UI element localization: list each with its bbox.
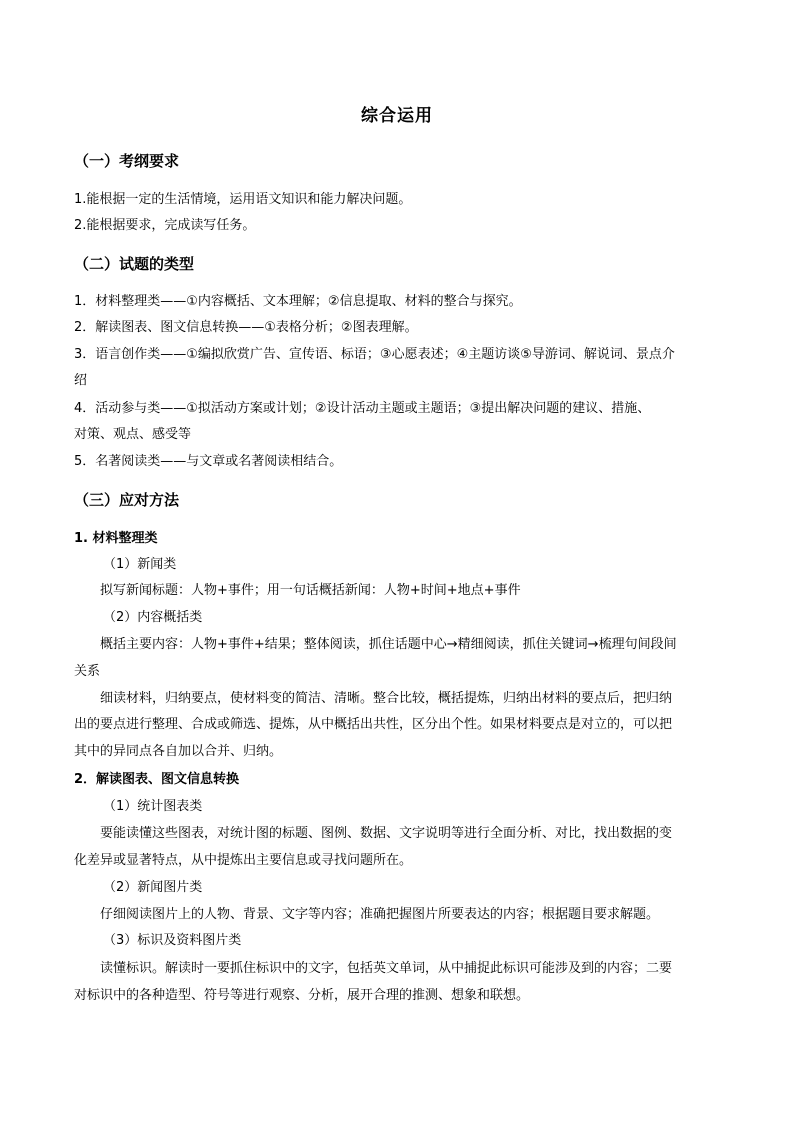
item-label-news: （1）新闻类 xyxy=(103,557,177,572)
item-label-summary: （2）内容概括类 xyxy=(103,610,203,625)
item-label-signs: （3）标识及资料图片类 xyxy=(103,933,242,948)
paragraph-line: 化差异或显著特点，从中提炼出主要信息或寻找问题所在。 xyxy=(74,853,413,868)
paragraph-line: 1．材料整理类——①内容概括、文本理解；②信息提取、材料的整合与探究。 xyxy=(74,294,522,309)
section-heading-question-types: （二）试题的类型 xyxy=(74,255,195,273)
paragraph-line: 4．活动参与类——①拟活动方案或计划；②设计活动主题或主题语；③提出解决问题的建议、措施、 xyxy=(74,401,651,416)
paragraph-line: 概括主要内容：人物+事件+结果；整体阅读，抓住话题中心→精细阅读，抓住关键词→梳理句间段间 xyxy=(100,637,677,652)
paragraph-line: 2．解读图表、图文信息转换——①表格分析；②图表理解。 xyxy=(74,320,418,335)
paragraph-line: 细读材料，归纳要点，使材料变的简洁、清晰。整合比较，概括提炼，归纳出材料的要点后，把归纳 xyxy=(100,691,673,706)
paragraph-line: 对标识中的各种造型、符号等进行观察、分析，展开合理的推测、想象和联想。 xyxy=(74,988,530,1003)
paragraph-line: 出的要点进行整理、合成或筛选、提炼，从中概括出共性，区分出个性。如果材料要点是对立的，可以把 xyxy=(74,717,673,732)
document-title: 综合运用 xyxy=(361,106,433,126)
paragraph-line: 3．语言创作类——①编拟欣赏广告、宣传语、标语；③心愿表述；④主题访谈⑤导游词、解说词、景点介 xyxy=(74,347,675,362)
paragraph-line: 绍 xyxy=(74,373,88,388)
paragraph-line: 5．名著阅读类——与文章或名著阅读相结合。 xyxy=(74,454,343,469)
paragraph-line: 其中的异同点各自加以合并、归纳。 xyxy=(74,744,283,759)
item-label-news-pictures: （2）新闻图片类 xyxy=(103,880,203,895)
part-heading-charts: 2．解读图表、图文信息转换 xyxy=(74,772,240,787)
paragraph-line: 读懂标识。解读时一要抓住标识中的文字，包括英文单词，从中捕捉此标识可能涉及到的内容；二要 xyxy=(100,961,673,976)
item-label-statistics: （1）统计图表类 xyxy=(103,799,203,814)
part-heading-material: 1. 材料整理类 xyxy=(74,531,158,546)
paragraph-line: 拟写新闻标题：人物+事件；用一句话概括新闻：人物+时间+地点+事件 xyxy=(100,583,521,598)
section-heading-methods: （三）应对方法 xyxy=(74,491,180,509)
section-heading-requirements: （一）考纲要求 xyxy=(74,152,180,170)
paragraph-line: 2.能根据要求，完成读写任务。 xyxy=(74,218,256,233)
paragraph-line: 对策、观点、感受等 xyxy=(74,427,192,442)
paragraph-line: 1.能根据一定的生活情境，运用语文知识和能力解决问题。 xyxy=(74,192,412,207)
paragraph-line: 仔细阅读图片上的人物、背景、文字等内容；准确把握图片所要表达的内容；根据题目要求解题。 xyxy=(100,907,660,922)
paragraph-line: 关系 xyxy=(74,664,101,679)
paragraph-line: 要能读懂这些图表，对统计图的标题、图例、数据、文字说明等进行全面分析、对比，找出数据的变 xyxy=(100,826,673,841)
